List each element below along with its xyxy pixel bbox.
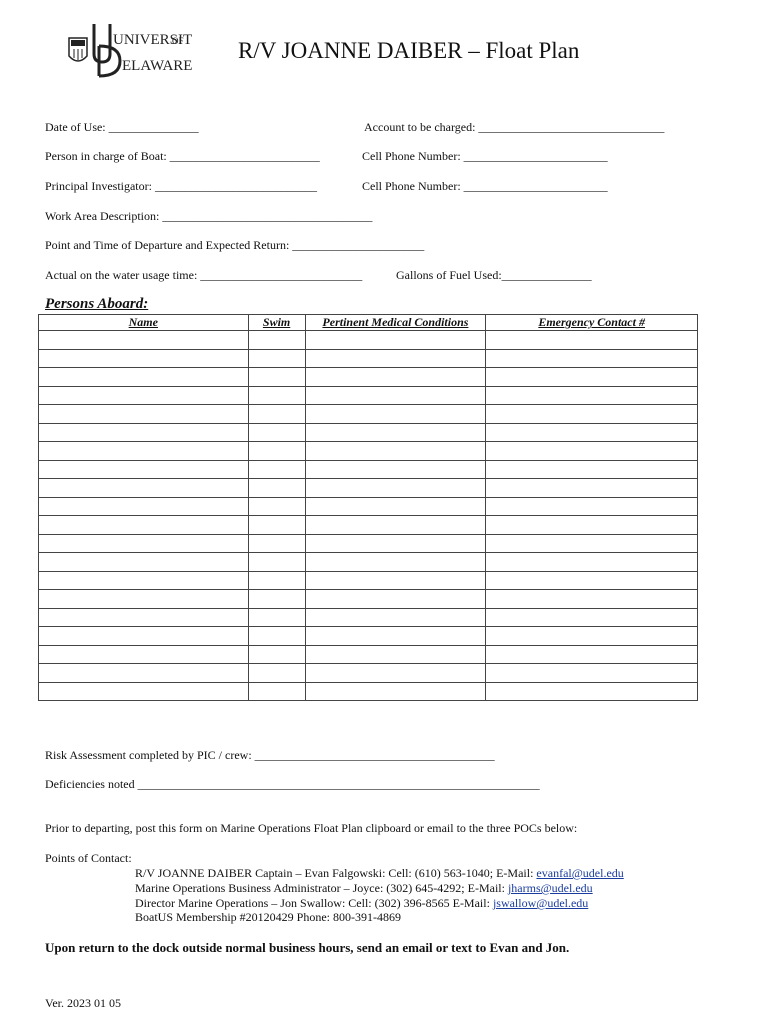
persons-aboard-heading: Persons Aboard: — [45, 296, 149, 312]
cell-emergency-contact[interactable] — [486, 571, 698, 590]
logo-text-delaware: ELAWARE. — [122, 58, 192, 74]
deficiencies-field[interactable]: Deficiencies noted ___________________________________________________________________ — [45, 777, 540, 791]
table-row — [39, 386, 698, 405]
date-of-use-field[interactable]: Date of Use: _______________ — [45, 120, 199, 134]
poc-director — [135, 896, 588, 911]
university-logo — [66, 22, 192, 78]
prior-instructions: Prior to departing, post this form on Marine Operations Float Plan clipboard or email to the three POCs below: — [45, 821, 578, 835]
cell-medical[interactable] — [305, 442, 486, 461]
cell-swim[interactable] — [248, 571, 305, 590]
cell-name[interactable] — [39, 571, 249, 590]
cell-emergency-contact[interactable] — [486, 534, 698, 553]
cell-emergency-contact[interactable] — [486, 627, 698, 646]
cell-medical[interactable] — [305, 608, 486, 627]
cell-emergency-contact[interactable] — [486, 516, 698, 535]
cell-swim[interactable] — [248, 627, 305, 646]
table-row — [39, 516, 698, 535]
table-row — [39, 682, 698, 701]
cell-swim[interactable] — [248, 386, 305, 405]
cell-medical[interactable] — [305, 497, 486, 516]
cell-emergency-contact[interactable] — [486, 368, 698, 387]
cell-name[interactable] — [39, 590, 249, 609]
cell-name[interactable] — [39, 516, 249, 535]
persons-table — [38, 314, 698, 701]
risk-assessment-field[interactable]: Risk Assessment completed by PIC / crew: ________________________________________ — [45, 748, 495, 762]
table-row — [39, 571, 698, 590]
points-of-contact-label: Points of Contact: — [45, 851, 132, 865]
table-row — [39, 627, 698, 646]
cell-medical[interactable] — [305, 627, 486, 646]
cell-medical[interactable] — [305, 664, 486, 683]
cell-phone-field-2[interactable]: Cell Phone Number: ________________________ — [362, 179, 608, 193]
table-row — [39, 442, 698, 461]
cell-name[interactable] — [39, 479, 249, 498]
cell-emergency-contact[interactable] — [486, 460, 698, 479]
departure-field[interactable]: Point and Time of Departure and Expected Return: ______________________ — [45, 238, 425, 252]
cell-emergency-contact[interactable] — [486, 590, 698, 609]
table-row — [39, 368, 698, 387]
cell-name[interactable] — [39, 682, 249, 701]
cell-swim[interactable] — [248, 460, 305, 479]
cell-name[interactable] — [39, 386, 249, 405]
cell-swim[interactable] — [248, 479, 305, 498]
cell-name[interactable] — [39, 664, 249, 683]
cell-emergency-contact[interactable] — [486, 553, 698, 572]
table-row — [39, 349, 698, 368]
poc-captain-text: R/V JOANNE DAIBER Captain – Evan Falgowski: Cell: (610) 563-1040; E-Mail: — [135, 866, 537, 880]
cell-emergency-contact[interactable] — [486, 423, 698, 442]
cell-swim[interactable] — [248, 516, 305, 535]
table-row — [39, 423, 698, 442]
table-row — [39, 534, 698, 553]
cell-medical[interactable] — [305, 590, 486, 609]
cell-emergency-contact[interactable] — [486, 479, 698, 498]
cell-name[interactable] — [39, 349, 249, 368]
cell-medical[interactable] — [305, 571, 486, 590]
cell-name[interactable] — [39, 608, 249, 627]
cell-emergency-contact[interactable] — [486, 664, 698, 683]
logo-text-university: UNIVERSIT — [113, 32, 192, 48]
cell-swim[interactable] — [248, 645, 305, 664]
cell-name[interactable] — [39, 627, 249, 646]
cell-name[interactable] — [39, 423, 249, 442]
table-row — [39, 497, 698, 516]
poc-admin — [135, 881, 593, 896]
cell-medical[interactable] — [305, 405, 486, 424]
cell-emergency-contact[interactable] — [486, 608, 698, 627]
cell-swim[interactable] — [248, 405, 305, 424]
version-label: Ver. 2023 01 05 — [45, 996, 121, 1010]
cell-swim[interactable] — [248, 368, 305, 387]
cell-name[interactable] — [39, 442, 249, 461]
return-notice: Upon return to the dock outside normal business hours, send an email or text to Evan and Jon. — [45, 940, 570, 955]
account-field[interactable]: Account to be charged: _______________________________ — [364, 120, 665, 134]
col-swim: Swim — [248, 315, 305, 331]
poc-admin-text: Marine Operations Business Administrator – Joyce: (302) 645-4292; E-Mail: — [135, 881, 508, 895]
cell-name[interactable] — [39, 331, 249, 350]
cell-medical[interactable] — [305, 534, 486, 553]
cell-medical[interactable] — [305, 331, 486, 350]
cell-swim[interactable] — [248, 664, 305, 683]
cell-emergency-contact[interactable] — [486, 405, 698, 424]
cell-name[interactable] — [39, 405, 249, 424]
cell-medical[interactable] — [305, 682, 486, 701]
usage-time-field[interactable]: Actual on the water usage time: ___________________________ — [45, 268, 363, 282]
cell-name[interactable] — [39, 368, 249, 387]
cell-medical[interactable] — [305, 349, 486, 368]
cell-emergency-contact[interactable] — [486, 331, 698, 350]
table-row — [39, 405, 698, 424]
cell-swim[interactable] — [248, 349, 305, 368]
cell-swim[interactable] — [248, 553, 305, 572]
cell-swim[interactable] — [248, 423, 305, 442]
col-emergency-contact: Emergency Contact # — [486, 315, 698, 331]
table-row — [39, 608, 698, 627]
cell-swim[interactable] — [248, 590, 305, 609]
cell-medical[interactable] — [305, 479, 486, 498]
cell-name[interactable] — [39, 460, 249, 479]
table-row — [39, 645, 698, 664]
cell-swim[interactable] — [248, 497, 305, 516]
table-row — [39, 590, 698, 609]
fuel-used-field[interactable]: Gallons of Fuel Used:_______________ — [396, 268, 592, 282]
cell-medical[interactable] — [305, 460, 486, 479]
cell-emergency-contact[interactable] — [486, 386, 698, 405]
principal-investigator-field[interactable]: Principal Investigator: ___________________________ — [45, 179, 317, 193]
cell-swim[interactable] — [248, 442, 305, 461]
table-row — [39, 553, 698, 572]
poc-boatus: BoatUS Membership #20120429 Phone: 800-391-4869 — [135, 910, 401, 924]
cell-medical[interactable] — [305, 368, 486, 387]
person-in-charge-field[interactable]: Person in charge of Boat: _________________________ — [45, 149, 320, 163]
cell-name[interactable] — [39, 553, 249, 572]
col-medical: Pertinent Medical Conditions — [305, 315, 486, 331]
table-row — [39, 460, 698, 479]
table-row — [39, 479, 698, 498]
logo-text-of: OF — [172, 36, 184, 46]
cell-phone-field-1[interactable]: Cell Phone Number: ________________________ — [362, 149, 608, 163]
poc-captain — [135, 866, 624, 881]
cell-swim[interactable] — [248, 534, 305, 553]
table-header-row — [39, 315, 698, 331]
cell-medical[interactable] — [305, 386, 486, 405]
cell-swim[interactable] — [248, 682, 305, 701]
cell-name[interactable] — [39, 497, 249, 516]
cell-emergency-contact[interactable] — [486, 682, 698, 701]
cell-medical[interactable] — [305, 553, 486, 572]
cell-name[interactable] — [39, 645, 249, 664]
cell-medical[interactable] — [305, 516, 486, 535]
cell-emergency-contact[interactable] — [486, 349, 698, 368]
cell-swim[interactable] — [248, 331, 305, 350]
page-title: R/V JOANNE DAIBER – Float Plan — [238, 38, 580, 63]
work-area-field[interactable]: Work Area Description: ___________________________________ — [45, 209, 373, 223]
email-link-jon[interactable]: jswallow@udel.edu — [492, 896, 589, 910]
cell-medical[interactable] — [305, 423, 486, 442]
table-row — [39, 331, 698, 350]
cell-swim[interactable] — [248, 608, 305, 627]
cell-emergency-contact[interactable] — [486, 645, 698, 664]
poc-director-text: Director Marine Operations – Jon Swallow: Cell: (302) 396-8565 E-Mail: — [135, 896, 493, 910]
cell-emergency-contact[interactable] — [486, 442, 698, 461]
col-name: Name — [39, 315, 249, 331]
table-row — [39, 664, 698, 683]
email-link-joyce[interactable]: jharms@udel.edu — [507, 881, 593, 895]
email-link-evan[interactable]: evanfal@udel.edu — [536, 866, 624, 880]
cell-medical[interactable] — [305, 645, 486, 664]
cell-emergency-contact[interactable] — [486, 497, 698, 516]
cell-name[interactable] — [39, 534, 249, 553]
